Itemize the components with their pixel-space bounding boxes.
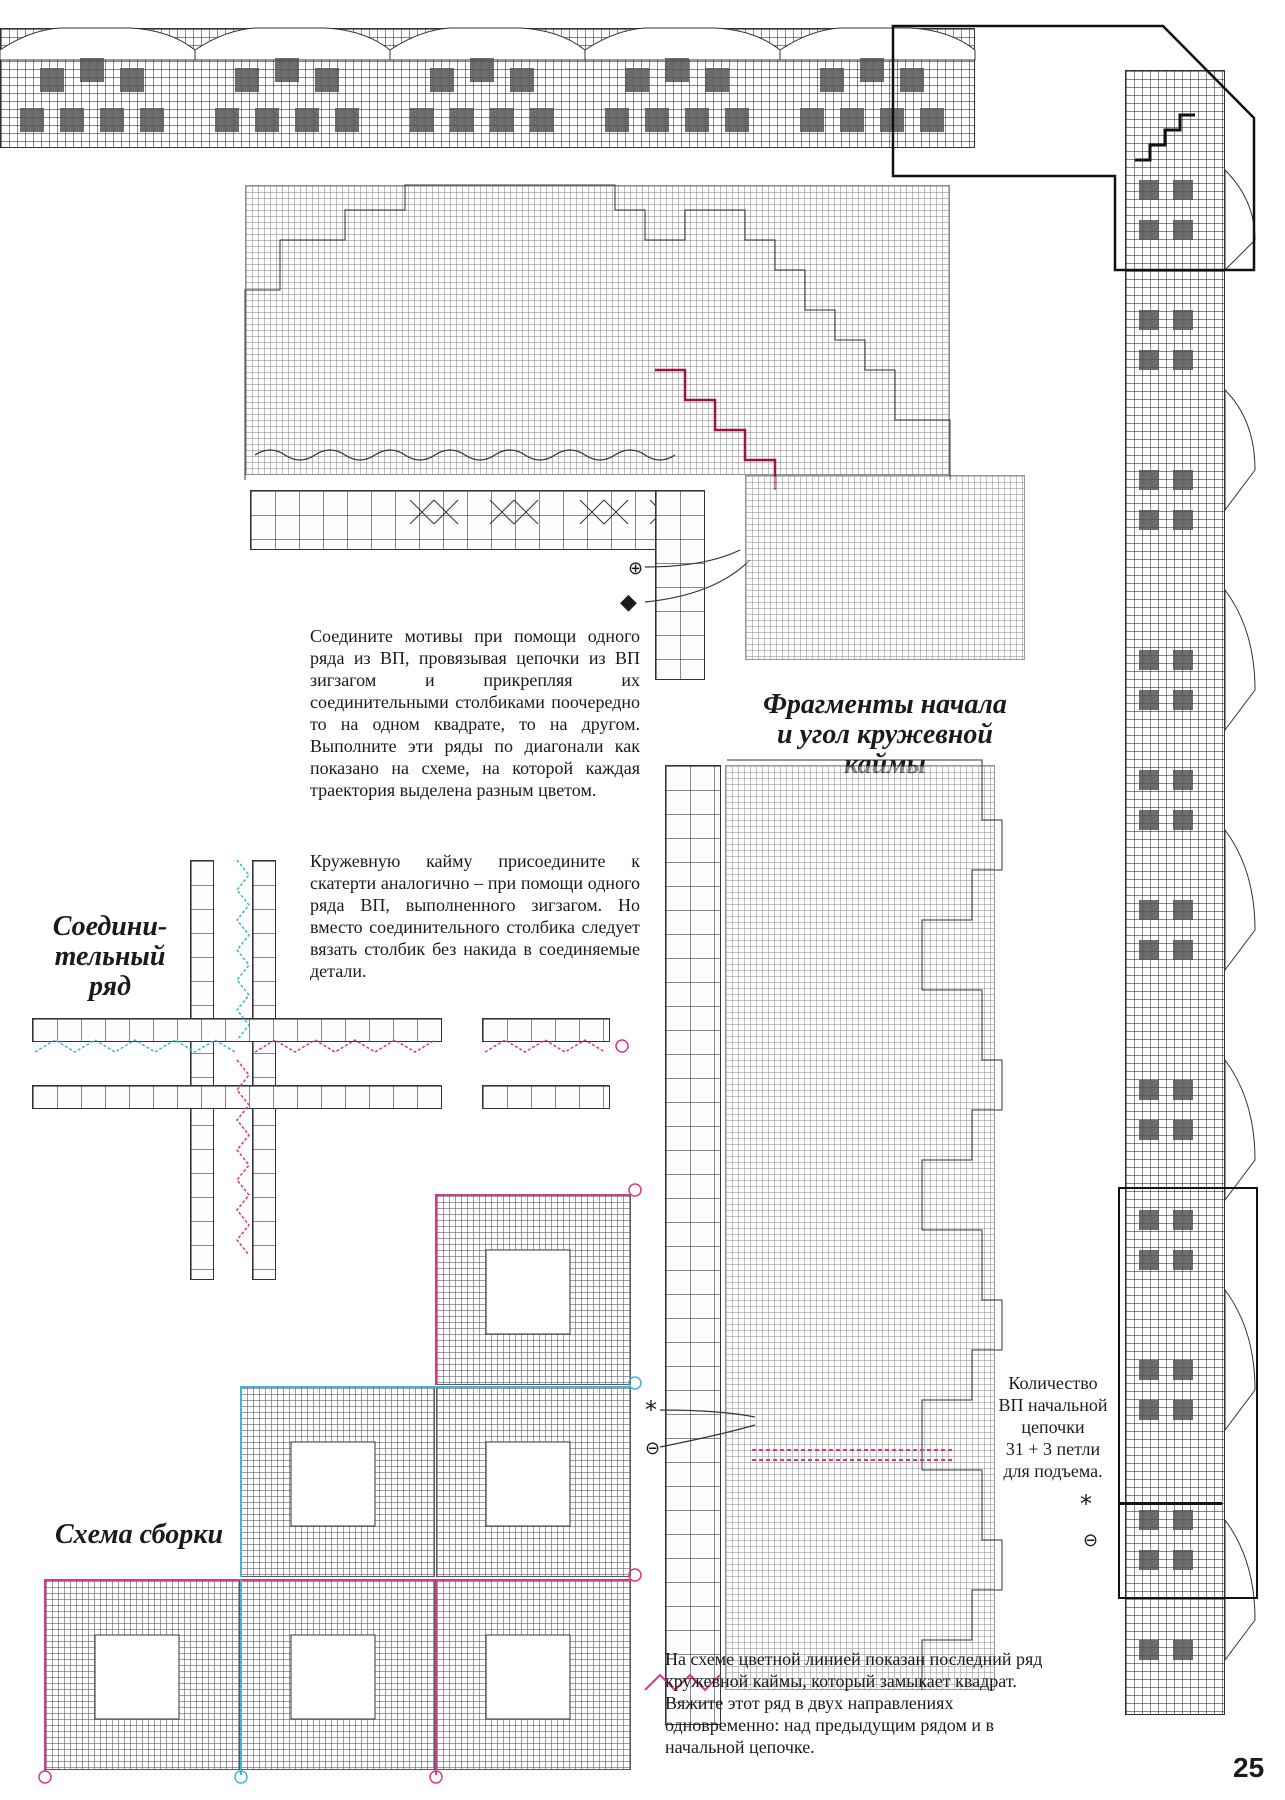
attach-border-paragraph: Кружевную кайму присоедините к скатерти аналогично – при помощи одного ряда ВП, выполненного зигзагом. Но вместо соединительного столбика следует вязать столбик без накида в соединяемые детали.	[310, 851, 640, 981]
assembly-motifs	[35, 1185, 675, 1785]
color-line-note: На схеме цветной линией показан последний ряд кружевной каймы, который замыкает квадрат. Вяжите этот ряд в двух направлениях одновременно: над предыдущим рядом и в начальной цепочке.	[665, 1649, 1043, 1757]
upper-diagram-outline	[245, 180, 965, 480]
assembly-heading: Схема сборки	[55, 1519, 224, 1550]
corner-stitch-rows	[745, 475, 1025, 660]
fragments-heading-line2: и угол кружевной	[777, 719, 993, 750]
join-motifs-paragraph: Соедините мотивы при помощи одного ряда из ВП, провязывая цепочки из ВП зигзагом и прикрепляя их соединительными столбиками поочередно то на одном квадрате, то на другом. Выполните эти ряды по диагонали как показано на схеме, на которой каждая траектория выделена разным цветом.	[310, 626, 640, 800]
fragments-heading-line1: Фрагменты начала	[763, 689, 1007, 720]
end-symbol: ⊖	[645, 1438, 661, 1459]
end-arrows	[660, 1405, 780, 1445]
lower-motif-column	[665, 765, 721, 1725]
chain-count-line3: цепочки	[1021, 1417, 1085, 1437]
motif-edge-crosses	[250, 490, 710, 550]
chain-count-line4: 31 + 3 петли	[1005, 1439, 1101, 1459]
lower-diagram-outline	[722, 760, 1022, 1700]
page-number: 25	[1233, 1752, 1265, 1783]
diamond-symbol: ◆	[620, 590, 637, 615]
border-repeat-frame	[1118, 1187, 1258, 1599]
chain-count-line1: Количество	[1008, 1373, 1098, 1393]
connecting-heading-line2: тельный	[54, 941, 166, 972]
connecting-heading-line1: Соедини-	[52, 911, 168, 942]
start-symbol: ⊕	[628, 558, 644, 579]
border-end-symbol: ⊖	[1083, 1530, 1099, 1551]
border-asterisk-symbol: *	[1080, 1490, 1092, 1518]
asterisk-symbol: *	[645, 1396, 657, 1424]
chain-count-line2: ВП начальной	[998, 1395, 1108, 1415]
repeat-divider-line	[1118, 1502, 1222, 1505]
chain-count-line5: для подъема.	[1003, 1461, 1103, 1481]
chain-count-label	[978, 1372, 1128, 1482]
connecting-heading-line3: ряд	[89, 971, 131, 1002]
